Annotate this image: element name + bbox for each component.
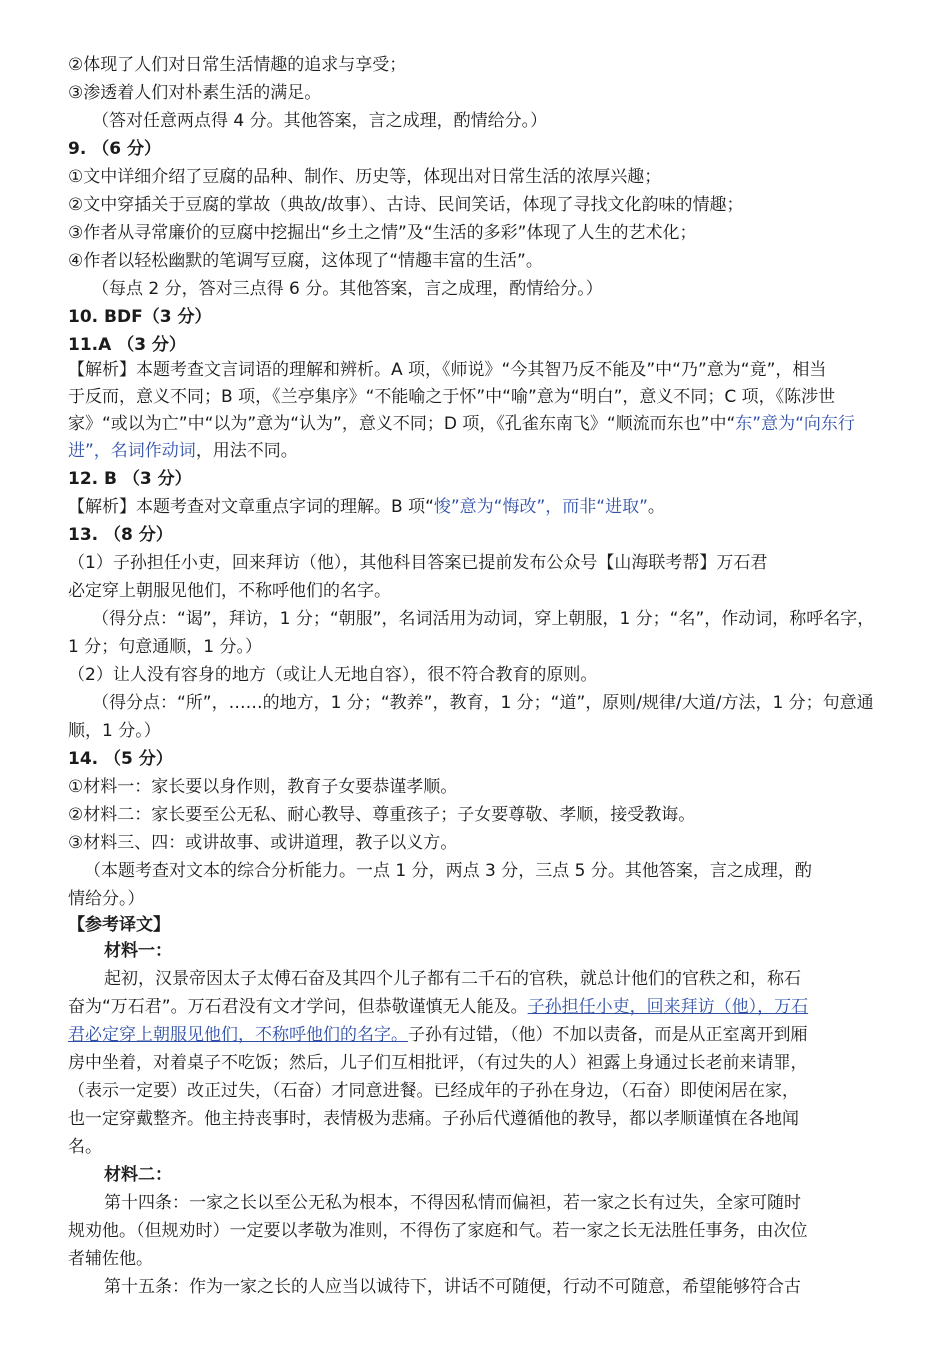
analysis-text: ，用法不同。 xyxy=(195,441,298,461)
answer-line: ③作者从寻常廉价的豆腐中挖掘出“乡土之情”及“生活的多彩”体现了人生的艺术化； xyxy=(68,223,697,243)
highlighted-text: 悛”意为“悔改”，而非“进取” xyxy=(433,497,648,517)
material-heading: 材料二： xyxy=(104,1165,172,1185)
highlighted-text: 东”意为“向东行 xyxy=(735,414,855,434)
translation-line: 起初，汉景帝因太子太傅石奋及其四个儿子都有二千石的官秩，就总计他们的官秩之和，称石 xyxy=(104,969,801,989)
scoring-note: 情给分。） xyxy=(68,889,145,909)
scoring-note: （得分点：“谒”，拜访，1 分；“朝服”，名词活用为动词，穿上朝服，1 分；“名”，作动词，称呼名字， xyxy=(92,609,875,629)
scoring-note: 1 分；句意通顺，1 分。） xyxy=(68,637,262,657)
analysis-line: 于反而，意义不同；B 项，《兰亭集序》“不能喻之于怀”中“喻”意为“明白”，意义不同；C 项，《陈涉世 xyxy=(68,387,836,407)
answer-line: ①文中详细介绍了豆腐的品种、制作、历史等，体现出对日常生活的浓厚兴趣； xyxy=(68,167,662,187)
answer-line: ④作者以轻松幽默的笔调写豆腐，这体现了“情趣丰富的生活”。 xyxy=(68,251,543,271)
answer-line: ③材料三、四：或讲故事、或讲道理，教子以义方。 xyxy=(68,833,458,853)
translation-line: 规劝他。（但规劝时）一定要以孝敬为准则，不得伤了家庭和气。若一家之长无法胜任事务，由次位 xyxy=(68,1221,808,1241)
analysis-text: 家》“或以为亡”中“以为”意为“认为”，意义不同；D 项，《孔雀东南飞》“顺流而东也”中“ xyxy=(68,414,736,434)
answer-line: ②材料二：家长要至公无私、耐心教导、尊重孩子；子女要尊敬、孝顺，接受教诲。 xyxy=(68,805,696,825)
translation-line: （表示一定要）改正过失，（石奋）才同意进餐。已经成年的子孙在身边，（石奋）即使闲居在家， xyxy=(68,1081,799,1101)
material-heading: 材料一： xyxy=(104,941,172,961)
answer-line: （2）让人没有容身的地方（或让人无地自容），很不符合教育的原则。 xyxy=(68,665,598,685)
translation-line: 也一定穿戴整齐。他主持丧事时，表情极为悲痛。子孙后代遵循他的教导，都以孝顺谨慎在各地闻 xyxy=(68,1109,799,1129)
question-heading: 14. （5 分） xyxy=(68,749,173,769)
translation-text: 奋为“万石君”。万石君没有文才学问，但恭敬谨慎无人能及。 xyxy=(68,997,528,1017)
underlined-text: 子孙担任小吏，回来拜访（他），万石 xyxy=(527,997,809,1017)
translation-line xyxy=(68,994,950,1020)
question-heading: 10. BDF（3 分） xyxy=(68,307,212,327)
answer-line: ②体现了人们对日常生活情趣的追求与享受； xyxy=(68,55,407,75)
question-heading: 9. （6 分） xyxy=(68,139,161,159)
scoring-note: （每点 2 分，答对三点得 6 分。其他答案，言之成理，酌情给分。） xyxy=(92,279,603,299)
answer-line: ②文中穿插关于豆腐的掌故（典故/故事）、古诗、民间笑话，体现了寻找文化韵味的情趣； xyxy=(68,195,744,215)
scoring-note: 顺，1 分。） xyxy=(68,721,161,741)
translation-line: 第十四条：一家之长以至公无私为根本，不得因私情而偏袒，若一家之长有过失，全家可随时 xyxy=(104,1193,801,1213)
analysis-line xyxy=(68,494,950,520)
answer-line: 必定穿上朝服见他们，不称呼他们的名字。 xyxy=(68,581,391,601)
analysis-text: 。 xyxy=(647,497,665,517)
analysis-line xyxy=(68,411,950,437)
highlighted-text: 进”，名词作动词 xyxy=(68,441,196,461)
question-heading: 11.A （3 分） xyxy=(68,335,186,355)
scoring-note: （本题考查对文本的综合分析能力。一点 1 分，两点 3 分，三点 5 分。其他答案，言之成理，酌 xyxy=(84,861,812,881)
translation-text: 子孙有过错，（他）不加以责备，而是从正室离开到厢 xyxy=(408,1025,808,1045)
translation-line: 房中坐着，对着桌子不吃饭；然后，儿子们互相批评，（有过失的人）袒露上身通过长老前来请罪， xyxy=(68,1053,808,1073)
question-heading: 12. B （3 分） xyxy=(68,469,192,489)
translation-line: 第十五条：作为一家之长的人应当以诚待下，讲话不可随便，行动不可随意，希望能够符合古 xyxy=(104,1277,801,1297)
scoring-note: （答对任意两点得 4 分。其他答案，言之成理，酌情给分。） xyxy=(92,111,548,131)
analysis-line xyxy=(68,438,950,464)
question-heading: 13. （8 分） xyxy=(68,525,173,545)
section-heading: 【参考译文】 xyxy=(68,915,170,935)
translation-line: 名。 xyxy=(68,1137,102,1157)
answer-line: ③渗透着人们对朴素生活的满足。 xyxy=(68,83,322,103)
answer-line: ①材料一：家长要以身作则，教育子女要恭谨孝顺。 xyxy=(68,777,458,797)
analysis-line: 【解析】本题考查文言词语的理解和辨析。A 项，《师说》“今其智乃反不能及”中“乃”意为“竟”，相当 xyxy=(68,360,827,380)
analysis-text: 【解析】本题考查对文章重点字词的理解。B 项“ xyxy=(68,497,434,517)
answer-line: （1）子孙担任小吏，回来拜访（他），其他科目答案已提前发布公众号【山海联考帮】万石君 xyxy=(68,553,768,573)
translation-line xyxy=(68,1022,950,1048)
scoring-note: （得分点：“所”，……的地方，1 分；“教养”，教育，1 分；“道”，原则/规律/大道/方法，1 分；句意通 xyxy=(92,693,874,713)
underlined-text: 君必定穿上朝服见他们，不称呼他们的名字。 xyxy=(68,1025,408,1045)
translation-line: 者辅佐他。 xyxy=(68,1249,153,1269)
